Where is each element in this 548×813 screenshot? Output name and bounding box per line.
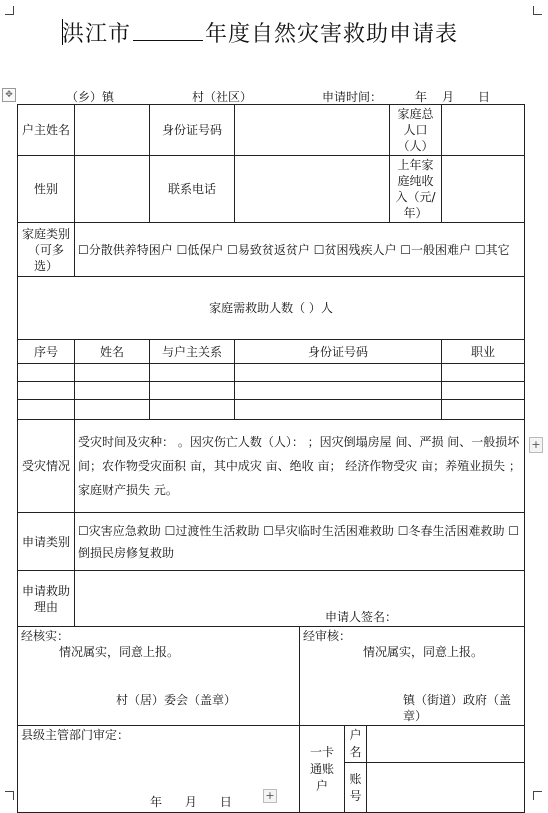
head-name-label: 户主姓名	[18, 105, 75, 156]
crop-mark-top-right	[533, 6, 542, 15]
review-label: 经审核：	[303, 629, 352, 643]
id-label: 身份证号码	[150, 105, 235, 156]
disaster-label: 受灾情况	[18, 420, 75, 513]
village-label: 村（社区）	[192, 90, 253, 104]
county-year: 年	[150, 795, 163, 809]
col-no: 序号	[18, 340, 75, 364]
applicant-sign[interactable]: 申请人签名：	[75, 571, 525, 627]
family-total-field[interactable]	[442, 105, 525, 156]
category-label: 家庭类别（可多选）	[18, 223, 75, 277]
card-label: 一卡通账户	[300, 726, 345, 813]
col-id: 身份证号码	[235, 340, 442, 364]
crop-mark-bottom-right	[533, 791, 542, 800]
county-month: 月	[184, 795, 197, 809]
verify-seal: 村（居）委会（盖章）	[116, 693, 237, 707]
review-cell[interactable]	[300, 627, 525, 726]
apply-year-label: 年	[415, 90, 428, 104]
add-row-icon[interactable]: +	[263, 789, 277, 803]
income-label: 上年家庭纯收入（元/年）	[390, 156, 442, 223]
reason-label: 申请救助理由	[18, 571, 75, 627]
township-label: （乡）镇	[66, 90, 115, 104]
col-job: 职业	[442, 340, 525, 364]
title-prefix: 洪江市	[62, 22, 132, 47]
disaster-text[interactable]: 受灾时间及灾种： 。因灾伤亡人数（人）： ；因灾倒塌房屋 间、严损 间、一般损坏 间；农作物受灾面积 亩，其中成灾 亩、绝收 亩； 经济作物受灾 亩；养殖业损失 ；家庭财产损失 元。	[75, 420, 525, 513]
verify-cell[interactable]	[18, 627, 300, 726]
county-date	[150, 794, 232, 810]
table-row[interactable]	[18, 400, 525, 420]
phone-label: 联系电话	[150, 156, 235, 223]
col-name: 姓名	[75, 340, 150, 364]
account-no-label: 账号	[345, 763, 367, 813]
need-count[interactable]: 家庭需救助人数（ ）人	[18, 277, 525, 340]
family-total-label: 家庭总人口（人）	[390, 105, 442, 156]
title-blank[interactable]	[133, 22, 203, 41]
apply-type-label: 申请类别	[18, 513, 75, 571]
gender-field[interactable]	[75, 156, 150, 223]
table-row[interactable]	[18, 364, 525, 382]
account-name-label: 户名	[345, 726, 367, 763]
county-cell[interactable]	[18, 726, 300, 813]
review-text: 情况属实，同意上报。	[363, 645, 484, 659]
application-form-table	[17, 104, 525, 813]
apply-day-label: 日	[478, 90, 491, 104]
col-relation: 与户主关系	[150, 340, 235, 364]
apply-type-options[interactable]: ☐灾害应急救助 ☐过渡性生活救助 ☐旱灾临时生活困难救助 ☐冬春生活困难救助 ☐倒损民房修复救助	[75, 513, 525, 571]
income-field[interactable]	[442, 156, 525, 223]
page-title	[62, 17, 458, 48]
apply-month-label: 月	[442, 90, 455, 104]
account-no-field[interactable]	[367, 763, 525, 813]
account-name-field[interactable]	[367, 726, 525, 763]
apply-time-label: 申请时间：	[322, 90, 383, 104]
crop-mark-top-left	[5, 6, 14, 15]
title-suffix: 年度自然灾害救助申请表	[205, 22, 459, 47]
verify-label: 经核实：	[21, 629, 70, 643]
add-column-icon[interactable]: +	[529, 437, 543, 453]
category-options[interactable]: ☐分散供养特困户 ☐低保户 ☐易致贫返贫户 ☐贫困残疾人户 ☐一般困难户 ☐其它	[75, 223, 525, 277]
review-seal: 镇（街道）政府（盖章）	[403, 693, 512, 723]
head-name-field[interactable]	[75, 105, 150, 156]
phone-field[interactable]	[235, 156, 390, 223]
gender-label: 性别	[18, 156, 75, 223]
table-move-handle-icon[interactable]: ✥	[2, 88, 16, 102]
verify-text: 情况属实，同意上报。	[59, 645, 180, 659]
table-row[interactable]	[18, 382, 525, 400]
county-day: 日	[219, 795, 232, 809]
crop-mark-bottom-left	[5, 791, 14, 800]
county-label: 县级主管部门审定：	[21, 728, 130, 742]
id-field[interactable]	[235, 105, 390, 156]
